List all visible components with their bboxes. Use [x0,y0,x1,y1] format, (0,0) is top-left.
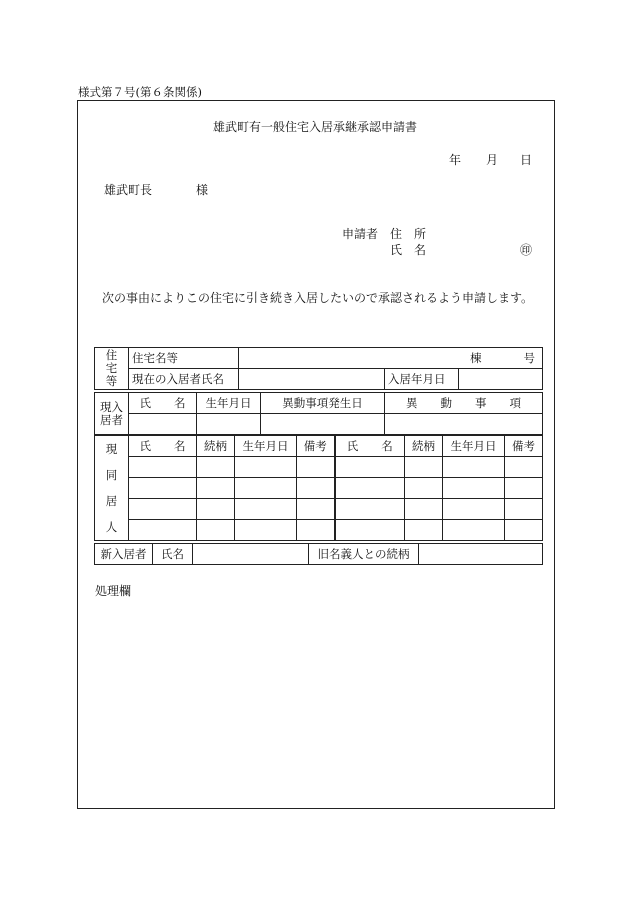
name-label: 氏 名 [390,243,427,257]
resident-change-item-field[interactable] [385,414,543,435]
housing-table [94,347,543,390]
address-label: 住 所 [390,227,427,241]
current-resident-table [94,392,543,435]
cohab-col-relation-2: 続柄 [405,436,443,457]
new-occupant-table [94,543,543,565]
new-name-field[interactable] [193,544,309,565]
cohab-col-name-2: 氏 名 [335,436,405,457]
cohabitant-row [95,457,543,478]
date-year: 年 [449,153,462,167]
cohab-col-name-1: 氏 名 [129,436,197,457]
cohabitant-label: 現 同 居 人 [95,436,129,541]
resident-name-field[interactable] [129,414,197,435]
col-change-item: 異 動 事 項 [385,393,543,414]
move-in-date-label: 入居年月日 [385,369,459,390]
addressee-name: 雄武町長 [104,183,153,197]
applicant-label: 申請者 [342,227,379,241]
cohabitant-row [95,520,543,541]
processing-label: 処理欄 [95,584,132,598]
relation-label: 旧名義人との続柄 [309,544,419,565]
current-occupant-label: 現在の入居者氏名 [129,369,239,390]
date-month: 月 [486,153,499,167]
cohab-col-dob-1: 生年月日 [235,436,297,457]
cohabitant-table [94,435,543,541]
resident-change-date-field[interactable] [261,414,385,435]
housing-name-label: 住宅名等 [129,348,239,369]
cohab-col-dob-2: 生年月日 [443,436,505,457]
current-occupant-field[interactable] [239,369,385,390]
building-label: 棟 [470,351,482,365]
col-name: 氏 名 [129,393,197,414]
housing-label: 住 宅 等 [95,348,129,390]
housing-name-field[interactable] [239,348,543,369]
new-occupant-label: 新入居者 [95,544,153,565]
form-title: 雄武町有一般住宅入居承継承認申請書 [212,120,417,134]
col-change-date: 異動事項発生日 [261,393,385,414]
cohabitant-row [95,478,543,499]
unit-label: 号 [523,351,536,365]
move-in-date-field[interactable] [459,369,543,390]
cohab-col-notes-1: 備考 [297,436,335,457]
cohabitant-row [95,499,543,520]
col-dob: 生年月日 [197,393,261,414]
relation-field[interactable] [419,544,543,565]
addressee-honorific: 様 [196,183,209,197]
application-statement: 次の事由によりこの住宅に引き続き入居したいので承認されるよう申請します。 [102,291,534,305]
new-name-label: 氏名 [153,544,193,565]
cohab-col-relation-1: 続柄 [197,436,235,457]
cohab-col-notes-2: 備考 [505,436,543,457]
date-day: 日 [520,153,533,167]
resident-dob-field[interactable] [197,414,261,435]
form-number: 様式第７号(第６条関係) [78,85,202,99]
seal-icon: ㊞ [520,243,533,257]
current-resident-label: 現入 居者 [95,393,129,435]
